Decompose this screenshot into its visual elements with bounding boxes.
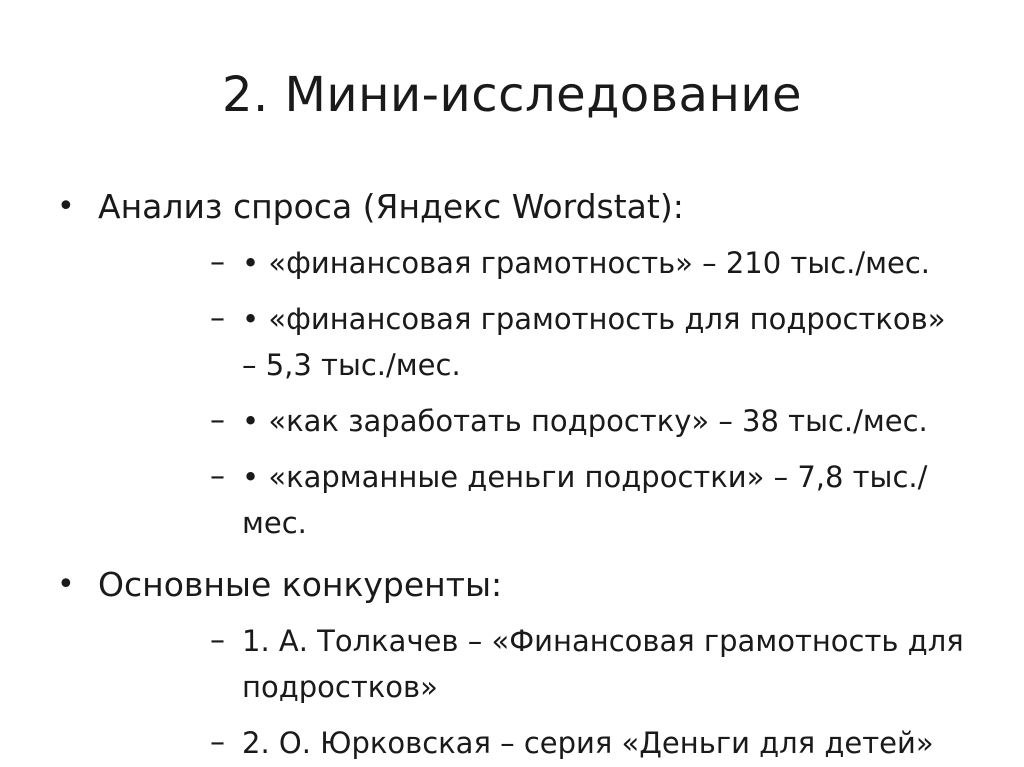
sub-item <box>98 240 1024 286</box>
sub-item-text: 2. О. Юрковская – серия «Деньги для детей» <box>242 726 934 760</box>
dash-marker: – <box>210 623 225 658</box>
dash-marker: – <box>210 301 225 336</box>
slide-title: 2. Мини-исследование <box>221 67 803 123</box>
sub-item <box>98 454 1024 546</box>
sub-item-text: 1. А. Толкачев – «Финансовая грамотность для подростков» <box>242 624 964 704</box>
sub-list-competitors <box>98 618 1024 766</box>
bullet-competitors <box>0 564 1024 766</box>
dash-marker: – <box>210 725 225 760</box>
sub-item-text: • «как заработать подростку» – 38 тыс./мес. <box>242 404 928 438</box>
dash-marker: – <box>210 403 225 438</box>
sub-item <box>98 398 1024 444</box>
sub-item-text: • «финансовая грамотность для подростков» – 5,3 тыс./мес. <box>242 302 946 382</box>
sub-item <box>98 296 1024 388</box>
bullet-demand-analysis <box>0 186 1024 546</box>
dash-marker: – <box>210 245 225 280</box>
slide-body <box>0 186 1024 767</box>
dash-marker: – <box>210 459 225 494</box>
bullet-text: Анализ спроса (Яндекс Wordstat): <box>98 187 684 226</box>
sub-item-text: • «карманные деньги подростки» – 7,8 тыс./мес. <box>242 460 928 540</box>
sub-item-text: • «финансовая грамотность» – 210 тыс./мес. <box>242 246 931 280</box>
sub-item <box>98 720 1024 766</box>
bullet-text: Основные конкуренты: <box>98 565 503 604</box>
sub-list-demand <box>98 240 1024 546</box>
bullet-marker: • <box>57 189 75 224</box>
sub-item <box>98 618 1024 710</box>
bullet-marker: • <box>57 567 75 602</box>
